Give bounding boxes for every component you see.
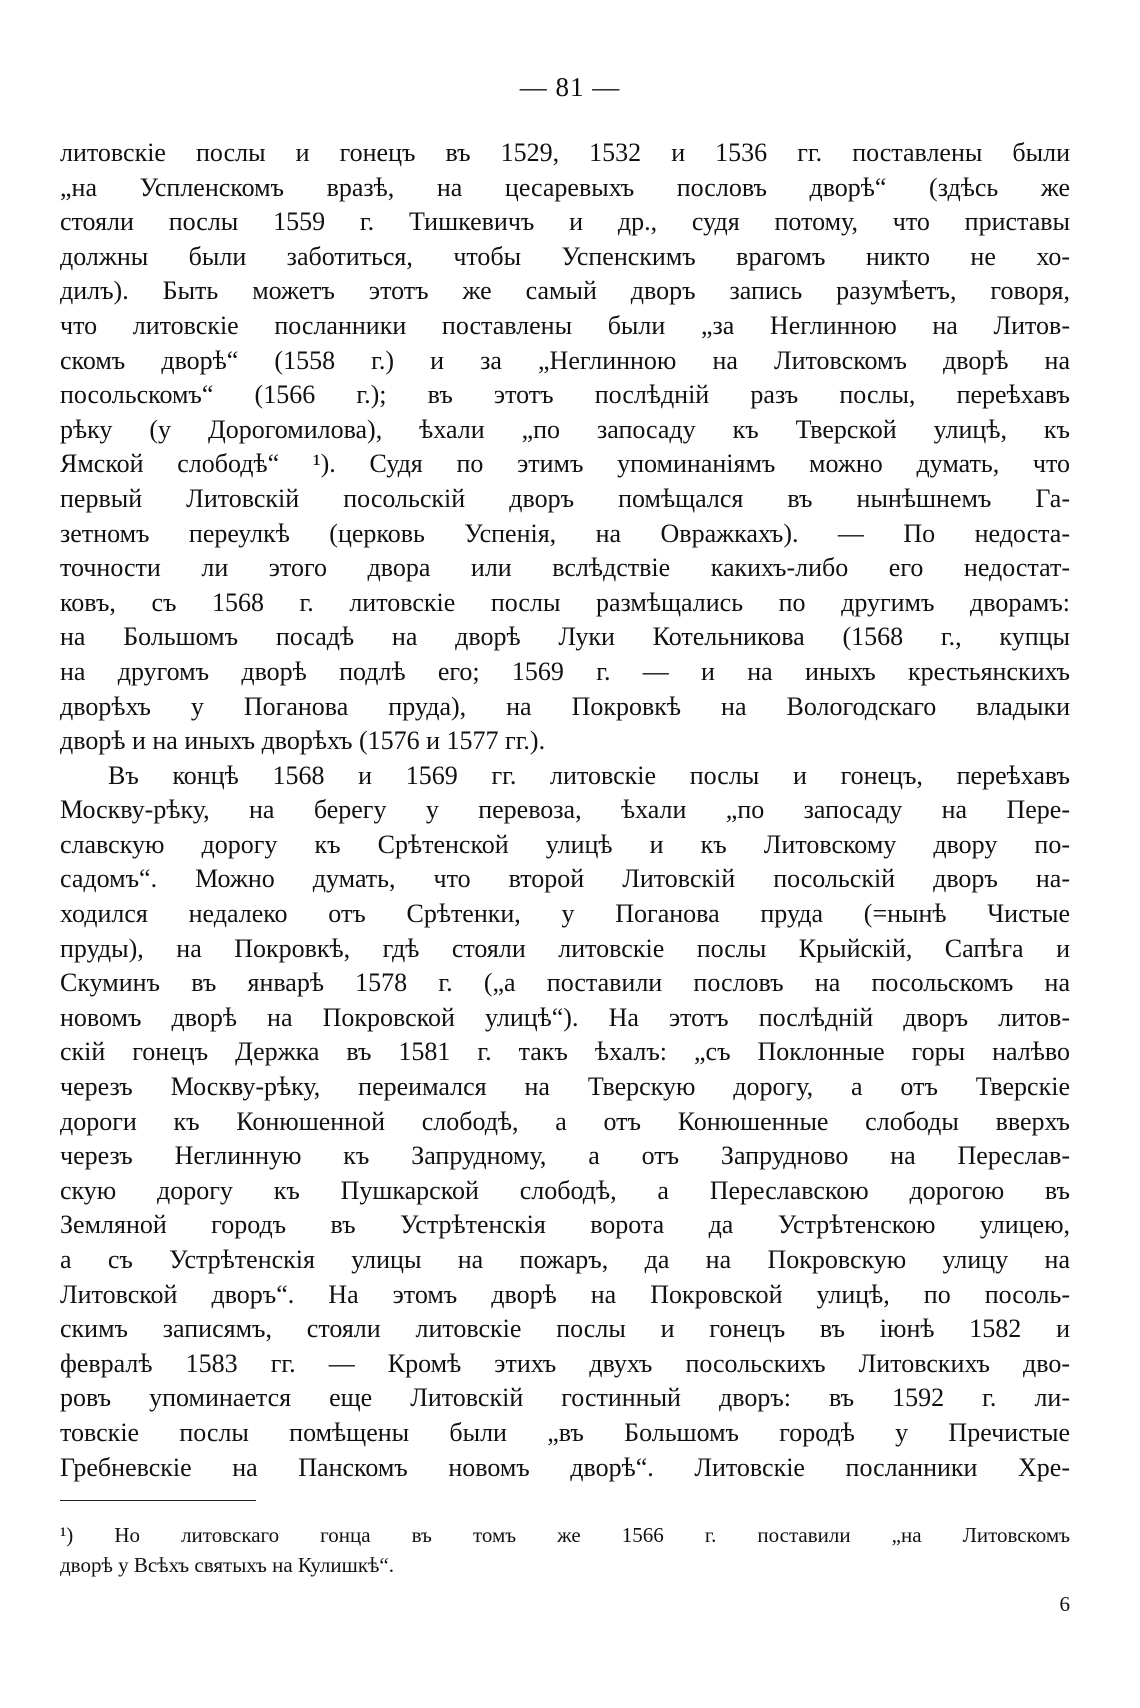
text-line: Ямской слободѣ“ ¹). Судя по этимъ упоминаніямъ можно думать, что xyxy=(60,449,1070,479)
text-line: Въ концѣ 1568 и 1569 гг. литовскіе послы и гонецъ, переѣхавъ xyxy=(108,760,1070,790)
text-line: дилъ). Быть можетъ этотъ же самый дворъ запись разумѣетъ, говоря, xyxy=(60,276,1070,306)
main-text xyxy=(60,136,1070,1485)
text-line: скомъ дворѣ“ (1558 г.) и за „Неглинною на Литовскомъ дворѣ на xyxy=(60,345,1070,375)
text-line: на другомъ дворѣ подлѣ его; 1569 г. — и на иныхъ крестьянскихъ xyxy=(60,656,1070,686)
text-line: а съ Устрѣтенскія улицы на пожаръ, да на Покровскую улицу на xyxy=(60,1245,1070,1274)
text-line: должны были заботиться, чтобы Успенскимъ врагомъ никто не хо- xyxy=(60,241,1070,271)
text-line: скимъ записямъ, стояли литовскіе послы и гонецъ въ іюнѣ 1582 и xyxy=(60,1314,1070,1344)
footnote-divider xyxy=(60,1500,256,1501)
paragraph-1 xyxy=(60,136,1070,759)
text-line: дворѣ и на иныхъ дворѣхъ (1576 и 1577 гг.). xyxy=(60,726,546,756)
text-line: Литовской дворъ“. На этомъ дворѣ на Покровской улицѣ, по посоль- xyxy=(60,1279,1070,1309)
paragraph-2 xyxy=(60,759,1070,1485)
footnote-line: дворѣ у Всѣхъ святыхъ на Кулишкѣ“. xyxy=(60,1553,394,1577)
text-line: скую дорогу къ Пушкарской слободѣ, а Переславскою дорогою въ xyxy=(60,1175,1070,1205)
text-line: пруды), на Покровкѣ, гдѣ стояли литовскіе послы Крыйскій, Сапѣга и xyxy=(60,933,1070,963)
text-line: дворѣхъ у Поганова пруда), на Покровкѣ на Вологодскаго владыки xyxy=(60,691,1070,721)
text-line: посольскомъ“ (1566 г.); въ этотъ послѣдній разъ послы, переѣхавъ xyxy=(60,380,1070,410)
text-line: ходился недалеко отъ Срѣтенки, у Поганова пруда (=нынѣ Чистые xyxy=(60,899,1070,929)
text-line: на Большомъ посадѣ на дворѣ Луки Котельникова (1568 г., купцы xyxy=(60,622,1070,652)
text-line: новомъ дворѣ на Покровской улицѣ“). На этотъ послѣдній дворъ литов- xyxy=(60,1002,1070,1032)
text-line: Гребневскіе на Панскомъ новомъ дворѣ“. Литовскіе посланники Хре- xyxy=(60,1452,1070,1482)
text-line: литовскіе послы и гонецъ въ 1529, 1532 и 1536 гг. поставлены были xyxy=(60,138,1070,167)
text-line: рѣку (у Дорогомилова), ѣхали „по запосаду къ Тверской улицѣ, къ xyxy=(60,414,1070,444)
text-line: ковъ, съ 1568 г. литовскіе послы размѣщались по другимъ дворамъ: xyxy=(60,587,1070,617)
text-line: точности ли этого двора или вслѣдствіе какихъ-либо его недостат- xyxy=(60,553,1070,583)
text-line: Земляной городъ въ Устрѣтенскія ворота да Устрѣтенскою улицею, xyxy=(60,1210,1070,1240)
text-line: Скуминъ въ январѣ 1578 г. („а поставили пословъ на посольскомъ на xyxy=(60,968,1070,998)
text-line: садомъ“. Можно думать, что второй Литовскій посольскій дворъ на- xyxy=(60,864,1070,894)
footnote xyxy=(60,1520,1070,1580)
footnote-line: ¹) Но литовскаго гонца въ томъ же 1566 г. поставили „на Литовскомъ xyxy=(60,1523,1070,1547)
text-line: черезъ Москву-рѣку, переимался на Тверскую дорогу, а отъ Тверскіе xyxy=(60,1072,1070,1102)
text-line: ровъ упоминается еще Литовскій гостинный дворъ: въ 1592 г. ли- xyxy=(60,1383,1070,1413)
text-line: товскіе послы помѣщены были „въ Большомъ городѣ у Пречистые xyxy=(60,1417,1070,1447)
page-number: — 81 — xyxy=(519,72,621,102)
text-line: скій гонецъ Держка въ 1581 г. такъ ѣхалъ: „съ Поклонные горы налѣво xyxy=(60,1037,1070,1067)
text-line: первый Литовскій посольскій дворъ помѣщался въ нынѣшнемъ Га- xyxy=(60,483,1070,513)
text-line: дороги къ Конюшенной слободѣ, а отъ Конюшенные слободы вверхъ xyxy=(60,1106,1070,1136)
signature-mark: 6 xyxy=(1059,1592,1070,1616)
text-line: стояли послы 1559 г. Тишкевичъ и др., судя потому, что приставы xyxy=(60,207,1070,237)
text-line: зетномъ переулкѣ (церковь Успенія, на Овражкахъ). — По недоста- xyxy=(60,518,1070,548)
text-line: славскую дорогу къ Срѣтенской улицѣ и къ Литовскому двору по- xyxy=(60,829,1070,859)
text-line: что литовскіе посланники поставлены были „за Неглинною на Литов- xyxy=(60,310,1070,340)
text-line: февралѣ 1583 гг. — Кромѣ этихъ двухъ посольскихъ Литовскихъ дво- xyxy=(60,1348,1070,1378)
text-line: черезъ Неглинную къ Запрудному, а отъ Запрудново на Переслав- xyxy=(60,1141,1070,1171)
text-line: „на Успленскомъ вразѣ, на цесаревыхъ пословъ дворѣ“ (здѣсь же xyxy=(60,172,1070,202)
text-line: Москву-рѣку, на берегу у перевоза, ѣхали „по запосаду на Пере- xyxy=(60,795,1070,825)
